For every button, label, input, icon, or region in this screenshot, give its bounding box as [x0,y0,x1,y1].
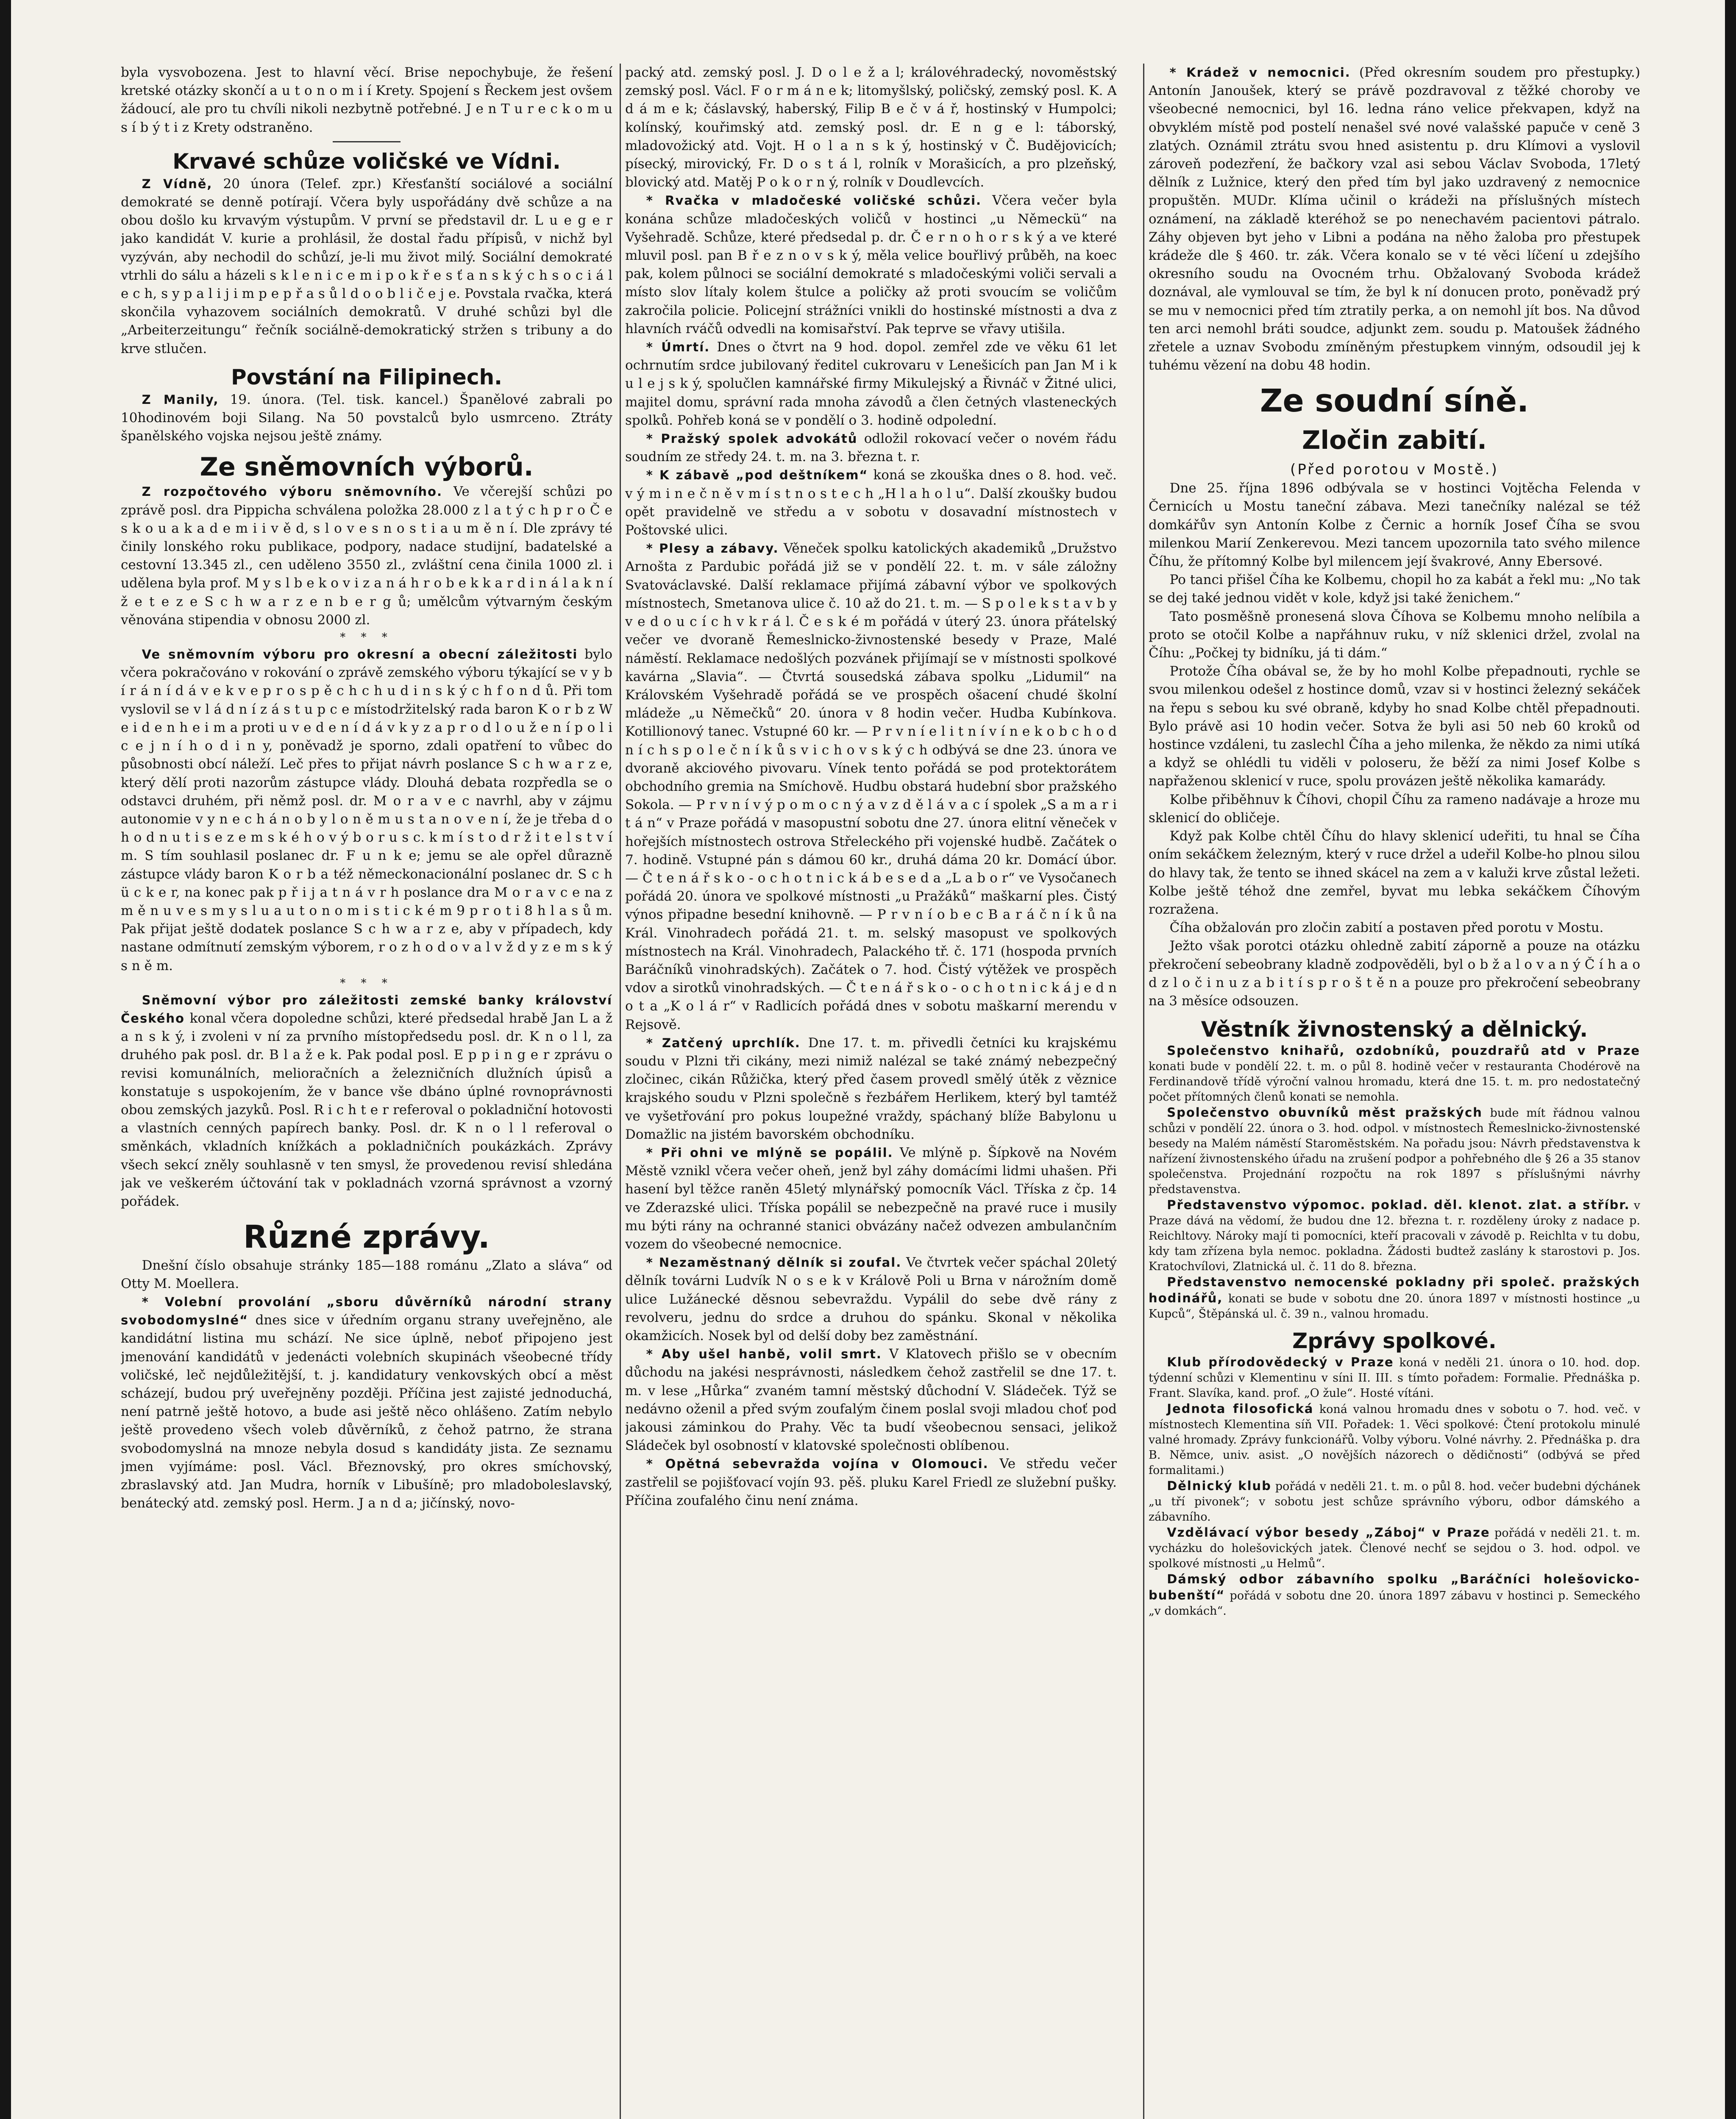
article-text: Dne 25. října 1896 odbývala se v hostinci Vojtěcha Felenda v Černicích u Mostu taneční zábava. Mezi tanečníky nalézal se též domkářův syn Antonín Kolbe z Černic a horník Josef Číha se svou milenkou Marií Zenkerevou. Mezi tancem upozornila tato svého milence Číhu, že přítomný Kolbe byl milencem její švakrové, Anny Ebersové. [1149,481,1640,570]
article-text: koná se zkouška dnes o 8. hod. več. v ý m i n e č n ě v m í s t n o s t e c h „H l a h o l u“. Další zkoušky budou opět pravidelně ve středu a v sobotu v dosavadní místnostech v Poštovské ulici. [625,467,1117,538]
article-paragraph [121,1293,612,1513]
article-paragraph [625,1034,1117,1144]
article-lead-title: Společenstvo knihařů, ozdobníků, pouzdrařů atd v Praze [1167,1043,1640,1058]
article-text: (Před okresním soudem pro přestupky.) Antonín Janoušek, který se právě pozdravoval z těžké choroby ve všeobecné nemocnici, byl 16. ledna ráno velice překvapen, když na obvyklém místě pod postelí nenašel své nové valašské papuče v ceně 3 zlatých. Oznámil ztrátu svou hned asistentu p. dru Klímovi a vyslovil zároveň podezření, že bačkory vzal asi sebou Václav Svoboda, 17letý dělník z Lužnice, který den před tím byl jako uzdravený z nemocnice propuštěn. MUDr. Klíma učinil o krádeži na příslušných místech oznámení, na základě kteréhož se po nenechavém pacientovi pátralo. Záhy objeven byt jeho v Libni a podána na něho žaloba pro přestupek krádeže dle § 460. tr. zák. Včera konalo se v té věci líčení u zdejšího okresního soudu na Ovocném trhu. Obžalovaný Svoboda krádež doznával, ale vymlouval se tím, že byl k ní donucen proto, poněvadž prý se mu v nemocnici před tím ztratily perka, a on nemohl jít bos. Na důvod ten arci nemohl bráti soudce, adjunkt zem. soudu p. Matoušek žádného zřetele a uznav Svobodu zmíněným přestupkem vinným, odsoudil jej k tuhému vězení na dobu 48 hodin. [1149,65,1640,373]
article-lead-title: * Nezaměstnaný dělník si zoufal. [646,1255,902,1270]
article-paragraph [121,175,612,358]
article-paragraph [1149,937,1640,1010]
article-text: bylo včera pokračováno v rokování o zprávě zemského výboru týkající se v y b í r á n í d á v e k v e p r o s p ě c h c h u d i n s k ý c h f o n d ů. Při tom vyslovil se v l á d n í z á s t u p c e místodržitelský rada baron K o r b z W e i d e n h e i m a proti u v e d e n í d á v k y z a p r o d l o u ž e n í p o l i c e j n í h o d i n y, poněvadž je sporno, zdali opatření to vůbec do působnosti obcí náleží. Leč přes to přijat návrh poslance S c h w a r z e, který dělí proti nazorům zástupce vlády. Dlouhá debata rozpředla se o odstavci druhém, při němž posl. dr. M o r a v e c navrhl, aby v zájmu autonomie v y n e c h á n o b y l o n ě m u s t a n o v e n í, že je třeba d o h o d n u t i s e z e m s k é h o v ý b o r u s c. k m í s t o d r ž i t e l s t v í m. S tím souhlasil poslanec dr. F u n k e; jemu se ale opřel důrazně zástupce vlády baron K o r b a též německonacionální poslanec dr. S c h ü c k e r, na konec pak p ř i j a t n á v r h poslance dra M o r a v c e na z m ě n u v e s m y s l u a u t o n o m i s t i c k é m 9 p r o t i 8 h l a s ů m. Pak přijat ještě dodatek poslance S c h w a r z e, aby v případech, kdy nastane odmítnutí zemským výborem, r o z h o d o v a l v ž d y z e m s k ý s n ě m. [121,647,612,973]
article-text: Včera večer byla konána schůze mladočeských voličů v hostinci „u Německü“ na Vyšehradě. Schůze, které předsedal p. dr. Č e r n o h o r s k ý a ve které mluvil posl. pan B ř e z n o v s k ý, měla velice bouřlivý průběh, na koec pak, kolem půlnoci se sociální demokraté s mladočeskými voliči servali a místo slov lítaly kolem štulce a poličky až proti svoucím se voličům zakročila policie. Policejní strážníci vnikli do hostinské místnosti a dva z hlavních rváčů odvedli na komisařství. Pak teprve se vřavy utišila. [625,193,1117,336]
article-paragraph [1149,1274,1640,1322]
article-lead-title: Jednota filosofická [1167,1402,1314,1416]
article-paragraph [1149,1571,1640,1619]
article-text: pořádá v neděli 21. t. m. vycházku do holešovických jatek. Členové nechť se sejdou o 3. hod. odpol. ve spolkové místnosti „u Helmů“. [1149,1527,1640,1571]
article-lead-title: * Při ohni ve mlýně se popálil. [646,1145,893,1160]
article-paragraph [1149,479,1640,571]
article-lead-title: Klub přírodovědecký v Praze [1167,1355,1394,1370]
asterism: * * * [340,976,393,990]
article-paragraph [121,391,612,446]
article-lead-title: * K zábavě „pod deštníkem“ [646,468,868,483]
article-lead-title: Dělnický klub [1167,1479,1271,1493]
article-paragraph [1149,64,1640,375]
article-paragraph [625,1144,1117,1254]
column-1 [121,64,612,2119]
article-paragraph [121,991,612,1211]
article-paragraph [1149,608,1640,663]
column-2 [625,64,1117,2119]
article-paragraph [1149,662,1640,790]
article-text: v Praze dává na vědomí, že budou dne 12. března t. r. rozděleny úroky z nadace p. Reichltovy. Nároky mají ti pomocníci, kteří pracovali v závodě p. Reichlta v tu dobu, kdy tam zřízena byla nemoc. pokladna. Žádosti budtež zaslány k starostovi p. Jos. Kratochvílovi, Zlatnická ul. č. 11 do 8. března. [1149,1199,1640,1274]
article-text: koná valnou hromadu dnes v sobotu o 7. hod. več. v místnostech Klementina síň VII. Pořadek: 1. Věci spolkové: Čtení protokolu minulé valné hromady. Zprávy funkcionářů. Volby výboru. Volné návrhy. 2. Přednáška p. dra B. Němce, univ. asist. „O novějších názorech o dědičnosti“ (odbývá se před formalitami.) [1149,1403,1640,1477]
article-lead-title: Sněmovní výbor pro záležitosti zemské banky království Českého [121,993,612,1026]
article-text: Po tanci přišel Číha ke Kolbemu, chopil ho za kabát a řekl mu: „No tak se dej také jednou vidět v kole, když jsi také ženichem.“ [1149,572,1640,606]
article-text: konati bude v pondělí 22. t. m. o půl 8. hodině večer v restauranta Chodérově na Ferdinandově třídě výroční valnou hromadu, která dne 15. t. m. pro nedostatečný počet přítomných členů konati se nemohla. [1149,1060,1640,1104]
article-text: V Klatovech přišlo se v obecním důchodu na jakési nesprávnosti, následkem čehož zastřelil se dne 17. t. m. v lese „Hůrka“ zvaném tamní městský důchodní V. Sládeček. Týž se nedávno oženil a před svým zoufalým činem poslal svoji mladou choť pod jakousi záminkou do Prahy. Věc ta budí všeobecnou sensaci, jelikož Sládeček byl osobností v klatovské společnosti oblíbenou. [625,1346,1117,1454]
page-edge-right [1725,0,1736,2119]
article-text: 19. února. (Tel. tisk. kancel.) Španělové zabrali po 10hodinovém boji Silang. Na 50 povstalců bylo usmrceno. Ztráty španělského vojska nejsou ještě známy. [121,392,612,444]
section-heading: (Před porotou v Mostě.) [1290,461,1499,478]
article-text: Dne 17. t. m. přivedli četníci ku krajskému soudu v Plzni tři cikány, mezi nimiž nalézal se také známý nebezpečný zločinec, cikán Růžička, který před časem provedl smělý útěk z věznice krajského soudu v Plzni společně s řezbářem Herlikem, který byl tamtéž ve vyšetřování pro pokus loupežné vraždy, spáchaný blíže Babylonu u Domažlic na jistém bavorském obchodníku. [625,1035,1117,1142]
article-text: odložil rokovací večer o novém řádu soudním ze středy 24. t. m. na 3. března t. r. [625,431,1117,465]
article-text: Ve včerejší schůzi po zprávě posl. dra Pippicha schválena položka 28.000 z l a t ý c h p r o Č e s k o u a k a d e m i i v ě d, s l o v e s n o s t i a u m ě n í. Dle zprávy té činily lonského roku publikace, podpory, nadace studijní, badatelské a cestovní 13.345 zl., cen uděleno 3550 zl., zvláštní cena činila 1000 zl. i udělena byla prof. M y s l b e k o v i z a n á h r o b e k k a r d i n á l a k n í ž e t e z e S c h w a r z e n b e r g ů; umělcům výtvarným českým věnována stipendia v obnosu 2000 zl. [121,484,612,628]
article-paragraph [1149,1401,1640,1478]
section-heading: Krvavé schůze voličské ve Vídni. [172,149,561,174]
article-paragraph [1149,1478,1640,1525]
asterism: * * * [340,631,393,644]
separator-rule [333,141,401,142]
article-lead-title: Ve sněmovním výboru pro okresní a obecní záležitosti [142,647,578,662]
article-text: Ježto však porotci otázku ohledně zabití záporně a pouze na otázku překročení sebeobrany kladně zodpověděli, byl o b ž a l o v a n ý Č í h a o d z l o č i n u z a b i t í s p r o š t ě n a pouze pro překročení sebeobrany na 3 měsíce odsouzen. [1149,938,1640,1009]
article-paragraph [1149,1043,1640,1105]
article-paragraph [625,430,1117,466]
article-text: packý atd. zemský posl. J. D o l e ž a l; královéhradecký, novoměstský zemský posl. Václ. F o r m á n e k; litomyšlský, poličský, zemský posl. K. A d á m e k; čáslavský, haberský, Filip B e č v á ř, hostinský v Humpolci; kolínský, kouřimský atd. zemský posl. dr. E n g e l: táborský, mladovožický atd. Vojt. H o l a n s k ý, hostinský v Č. Budějovicích; písecký, mirovický, Fr. D o s t á l, rolník v Morašicích, a pro plzeňský, blovický atd. Matěj P o k o r n ý, rolník v Doudlevcích. [625,65,1117,190]
article-lead-title: * Opětná sebevražda vojína v Olomouci. [646,1457,989,1471]
article-text: konal včera dopoledne schůzi, které předsedal hrabě Jan L a ž a n s k ý, i zvoleni v ní za prvního místopředsedu posl. dr. K n o l l, za druhého pak posl. dr. B l a ž e k. Pak podal posl. E p p i n g e r zprávu o revisi komunálních, melioračních a železničních dlužních úpisů a konstatuje s uspokojením, že v bance vše dbáno úplné rovnoprávnosti obou zemských jazyků. Posl. R i c h t e r referoval o pokladniční hotovosti a vlastních cenných papírech banky. Posl. dr. K n o l l referoval o směnkách, vkladních knížkách a pokladničních poukázkách. Zprávy všech sekcí zněly souhlasně v ten smysl, že provedenou revisí shledána jak ve veškerém účtování tak v pokladnách vzorná správnost a vzorný pořádek. [121,1010,612,1209]
article-text: konati se bude v sobotu dne 20. února 1897 v místnosti hostince „u Kupců“, Štěpánská ul. č. 39 n., valnou hromadu. [1149,1292,1640,1321]
article-paragraph [121,645,612,975]
article-paragraph [625,1455,1117,1510]
article-text: Ve mlýně p. Šípkově na Novém Městě vznikl včera večer oheň, jenž byl záhy domácími lidmi uhašen. Při hasení byl těžce raněn 45letý mlynářský pomocník Václ. Tříska z čp. 14 ve Zderazské ulici. Tříska popálil se nebezpečně na pravé ruce i musily mu býti rány na ochranné stanici obvázány načež odvezen ambulančním vozem do všeobecné nemocnice. [625,1145,1117,1252]
section-heading: Zprávy spolkové. [1292,1329,1497,1354]
article-paragraph [625,539,1117,1034]
article-paragraph [1149,919,1640,937]
article-lead-title: Představenstvo výpomoc. poklad. děl. klenot. zlat. a stříbr. [1167,1198,1630,1212]
article-lead-title: Společenstvo obuvníků měst pražských [1167,1105,1483,1120]
section-heading: Ze soudní síně. [1260,383,1529,420]
section-heading: Povstání na Filipinech. [231,364,503,389]
section-heading: Zločin zabití. [1302,425,1487,455]
article-text: 20 února (Telef. zpr.) Křesťanští sociálové a sociální demokraté se denně potírají. Včera byly uspořádány dvě schůze a na obou došlo ku krvavým výstupům. V první se představil dr. L u e g e r jako kandidát V. kurie a prohlásil, že dostal řadu přípisů, v nichž byl vyzýván, aby nechodil do schůzí, je-li mu život milý. Sociální demokraté vtrhli do sálu a házeli s k l e n i c e m i p o k ř e s ť a n s k ý c h s o c i á l e c h, s y p a l i j i m p e p ř a s ů l d o o b l i č e j e. Povstala rvačka, která skončila vyhazovem sociálních demokratů. V druhé schůzi byl dle „Arbeiterzeitungu“ řečník sociálně-demokratický stržen s tribuny a do krve stlučen. [121,176,612,356]
article-paragraph [121,64,612,137]
article-lead-title: Vzdělávací výbor besedy „Záboj“ v Praze [1167,1525,1490,1540]
article-paragraph [1149,1105,1640,1197]
article-text: Když pak Kolbe chtěl Číhu do hlavy sklenicí udeřiti, tu hnal se Číha oním sekáčkem železným, který v ruce držel a udeřil Kolbe-ho plnou silou do hlavy tak, že tento se ihned skácel na zem a v kaluži krve zůstal ležeti. Kolbe ještě téhož dne zemřel, byvat mu lebka sekáčkem Číhovým rozražena. [1149,829,1640,917]
article-paragraph [1149,791,1640,827]
article-text: byla vysvobozena. Jest to hlavní věcí. Brise nepochybuje, že řešení kretské otázky skončí a u t o n o m i í Krety. Spojení s Řeckem jest ovšem žádoucí, ale pro tu chvíli nikoli nezbytně potřebné. J e n T u r e c k o m u s í b ý t i z Krety odstraněno. [121,65,612,135]
article-lead-title: * Volební provolání „sboru důvěrníků národní strany svobodomyslné“ [121,1294,612,1328]
article-lead-title: * Krádež v nemocnici. [1169,65,1351,80]
article-paragraph [625,466,1117,539]
section-heading: Různé zprávy. [243,1219,490,1256]
article-paragraph [1149,827,1640,919]
article-paragraph [1149,1525,1640,1571]
article-lead-title: * Plesy a zábavy. [646,541,779,556]
column-divider [1143,64,1144,2119]
article-text: Dnes o čtvrt na 9 hod. dopol. zemřel zde ve věku 61 let ochrnutím srdce jubilovaný ředitel cukrovaru v Lenešicích pan Jan M i k u l e j s k ý, spolučlen kamnářské firmy Mikulejský a Řivnáč v Žitné ulici, majitel domu, správní rada mnoha závodů a člen četných vlasteneckých spolků. Pohřeb koná se v pondělí o 3. hodině odpolední. [625,339,1117,428]
article-text: Ve čtvrtek večer spáchal 20letý dělník továrni Ludvík N o s e k v Králově Poli u Brna v nárožním domě ulice Lužánecké děsnou sebevraždu. Vypálil do sebe dvě rány z revolveru, jednu do srdce a druhou do spánku. Skonal v několika okamžicích. Nosek byl od delší doby bez zaměstnání. [625,1255,1117,1344]
article-lead-title: * Pražský spolek advokátů [646,431,858,446]
article-text: dnes sice v úředním organu strany uveřejněno, ale kandidátní listina mu schází. Ne sice úplně, neboť připojeno jest jmenování kandidátů v jedenácti volebních skupinách všeobecné třídy voličské, leč nejdůležitější, t. j. kandidatury venkovských obcí a měst scházejí, budou prý uveřejněny později. Příčina jest zajisté jednoduchá, není patrně ještě hotovo, a bude asi ještě něco ohlášeno. Zatím nebylo ještě provedeno všech voleb důvěrníků, z čehož patrno, že strana svobodomyslná na mnoze nebyla dosud s kandidáty jista. Ze seznamu jmen vyjímáme: posl. Václ. Březnovský, pro okres smíchovský, zbraslavský atd. Jan Mudra, horník v Libušíně; pro mladoboleslavský, benátecký atd. zemský posl. Herm. J a n d a; jičínský, novo- [121,1313,612,1511]
column-divider [620,64,621,2119]
article-paragraph [1149,571,1640,607]
article-paragraph [121,1257,612,1293]
article-lead-title: Dámský odbor zábavního spolku „Baráčníci holešovicko-bubenští“ [1149,1572,1640,1603]
article-lead-title: * Úmrtí. [646,340,710,355]
article-paragraph [625,1254,1117,1345]
article-lead-title: Představenstvo nemocenské pokladny při společ. pražských hodinářů, [1149,1275,1640,1306]
article-paragraph [625,192,1117,338]
article-lead-title: Z rozpočtového výboru sněmovního. [142,484,442,499]
article-paragraph [1149,1354,1640,1401]
article-paragraph [625,64,1117,192]
article-text: Tato posměšně pronesená slova Číhova se Kolbemu mnoho nelíbila a proto se otočil Kolbe a napřáhnuv ruku, v níž sklenici držel, zvolal na Číhu: „Počkej ty bidníku, já ti dám.“ [1149,609,1640,661]
section-heading: Věstník živnostenský a dělnický. [1201,1017,1588,1042]
article-text: Číha obžalován pro zločin zabití a postaven před porotu v Mostu. [1169,920,1604,936]
article-text: bude mít řádnou valnou schůzi v pondělí 22. února o 3. hod. odpol. v místnostech Řemeslnicko-živnostenské besedy na Malém náměstí Staroměstském. Na pořadu jsou: Návrh představenstva k nařízení živnostenského úřadu na zrušení podpor a pohřebného dle § 26 a 35 stanov společenstva. Projednání rozpočtu na rok 1897 s příslušnými návrhy představenstva. [1149,1107,1640,1196]
section-heading: Ze sněmovních výborů. [200,452,534,482]
column-3 [1149,64,1640,2119]
article-text: Věneček spolku katolických akademiků „Družstvo Arnošta z Pardubic pořádá již se v pondělí 22. t. m. v sále záložny Svatováclavské. Další reklamace přijímá zábavní výbor ve spolkových místnostech, Smetanova ulice č. 10 až do 21. t. m. — S p o l e k s t a v b y v e d o u c í c h v k r á l. Č e s k é m pořádá v úterý 23. února přátelský večer ve dvoraně Řemeslnicko-živnostenské besedy v Praze, Malé náměstí. Reklamace nedošlých pozvánek přijímají se v místnosti spolkové kavárna „Slavia“. — Čtvrtá sousedská zábava spolku „Lidumil“ na Královském Vyšehradě pořádá se ve prospěch ošacení chudé školní mládeže „u Němečků“ 20. února v 8 hodin večer. Hudba Kubínkova. Kotillionový tanec. Vstupné 60 kr. — P r v n í e l i t n í v í n e k o b c h o d n í c h s p o l e č n í k ů s v i c h o v s k ý c h odbývá se dne 23. února ve dvoraně akciového pivovaru. Vínek tento pořádá se pod protektorátem obchodního gremia na Smíchově. Hudbu obstará hudební sbor pražského Sokola. — P r v n í v ý p o m o c n ý a v z d ě l á v a c í spolek „S a m a r i t á n“ v Praze pořádá v masopustní sobotu dne 27. února elitní věneček v hořejších místnostech ostrova Střeleckého při vojenské hudbě. Začátek o 7. hodině. Vstupné pán s dámou 60 kr., druhá dáma 20 kr. Domácí úbor. — Č t e n á ř s k o - o c h o t n i c k á b e s e d a „L a b o r“ ve Vysočanech pořádá 20. února ve spolkové místnosti „u Pražáků“ maškarní ples. Čistý výnos připadne besední knihovně. — P r v n í o b e c B a r á č n í k ů na Král. Vinohradech pořádá 21. t. m. selský masopust ve spolkových místnostech na Král. Vinohradech, Palackého tř. č. 171 (hospoda prvních Baráčníků vinohradských). Začátek o 7. hod. Čistý výtěžek ve prospěch vdov a sirotků vinohradských. — Č t e n á ř s k o - o c h o t n i c k á j e d n o t a „K o l á r“ v Radlicích pořádá dnes v sobotu maškarní merendu v Rejsově. [625,541,1117,1032]
article-paragraph [625,1345,1117,1455]
article-text: Ve středu večer zastřelil se pojišťovací vojín 93. pěš. pluku Karel Friedl ze služební pušky. Příčina zoufalého činu není známa. [625,1456,1117,1508]
article-lead-title: * Zatčený uprchlík. [646,1035,801,1050]
article-text: Kolbe přiběhnuv k Číhovi, chopil Číhu za rameno nadávaje a hroze mu sklenicí do obličeje. [1149,792,1640,826]
article-lead-title: * Rvačka v mladočeské voličské schůzi. [646,193,982,208]
article-text: pořádá v neděli 21. t. m. o půl 8. hod. večer budebni dýchánek „u tří pivonek“; v sobotu jest schůze správního výboru, odbor dámského a zábavního. [1149,1480,1640,1524]
article-paragraph [1149,1197,1640,1274]
article-paragraph [625,338,1117,430]
article-lead-title: * Aby ušel hanbě, volil smrt. [646,1347,882,1362]
article-text: Protože Číha obával se, že by ho mohl Kolbe přepadnouti, rychle se svou milenkou odešel z hostince domů, vzav si v hostinci železný sekáček na řepu s sebou ku své obraně, kdyby ho snad Kolbe chtěl přepadnouti. Bylo právě asi 10 hodin večer. Sotva že byli asi 50 neb 60 kroků od hostince vzdáleni, tu zaslechl Číha a jeho milenka, že někdo za nimi utíká a když se ohlédli tu viděli v poloseru, že běží za nimi Josef Kolbe s napřaženou sklenicí v ruce, spolu provázen ještě několika kamarády. [1149,664,1640,789]
article-paragraph [121,483,612,629]
page-edge-left [0,0,11,2119]
article-text: koná v neděli 21. února o 10. hod. dop. týdenní schůzi v Klementinu v síni II. III. s tímto pořadem: Formalie. Přednáška p. Frant. Slavíka, kand. prof. „O žule“. Hosté vítáni. [1149,1356,1640,1400]
article-text: Dnešní číslo obsahuje stránky 185—188 románu „Zlato a sláva“ od Otty M. Moellera. [121,1257,612,1291]
article-text: pořádá v sobotu dne 20. února 1897 zábavu v hostinci p. Semeckého „v domkách“. [1149,1589,1640,1618]
article-lead-title: Z Vídně, [142,176,213,191]
article-lead-title: Z Manily, [142,392,219,407]
